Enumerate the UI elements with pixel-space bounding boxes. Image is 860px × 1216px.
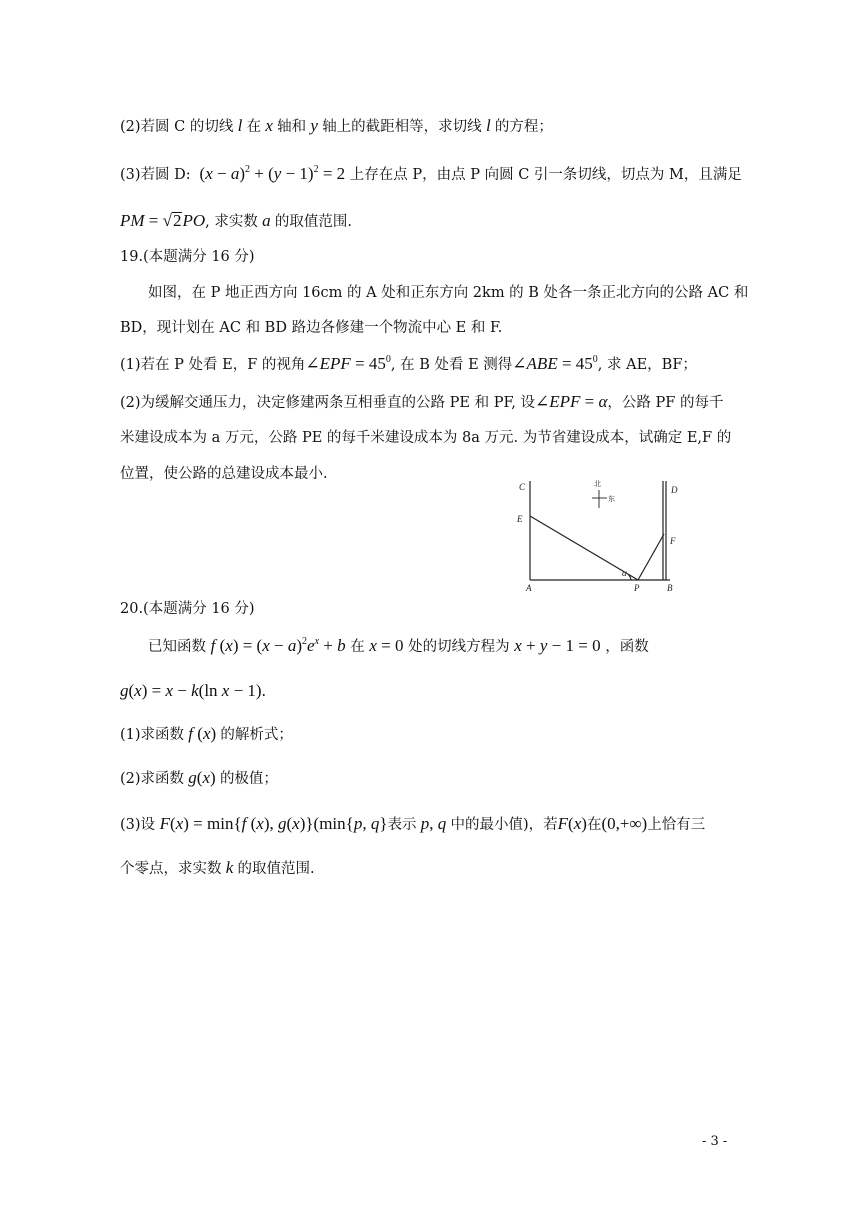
pm-equation: PM = √2PO <box>120 211 206 230</box>
q19-part1: (1)若在 P 处看 E，F 的视角∠EPF = $45^0$, 在 B 处看 E 测得∠ABE = $45^0$, 求 AE，BF； <box>120 354 697 373</box>
segment-pf <box>638 534 664 580</box>
tangent-line-equation: x + y − 1 = 0 <box>514 636 601 655</box>
function-f-definition: f $(x) = (x - a)^2e^x + b$ <box>210 636 346 655</box>
q18-part2: (2)若圆 C 的切线 l 在 x 轴和 y 轴上的截距相等，求切线 l 的方程； <box>120 116 553 135</box>
angle-epf: ∠EPF = $45^0$ <box>305 354 391 373</box>
q19-part2-line2: 米建设成本为 a 万元，公路 PE 的每千米建设成本为 8a 万元. 为节省建设成本，试确定 E,F 的 <box>120 430 732 446</box>
page-number: - 3 - <box>702 1134 728 1149</box>
q20-part3-cont: 个零点，求实数 k 的取值范围. <box>120 858 315 877</box>
label-e: E <box>517 514 523 524</box>
q19-intro-line2: BD，现计划在 AC 和 BD 路边各修建一个物流中心 E 和 F. <box>120 320 503 336</box>
math-l: l <box>233 116 247 135</box>
x-equals-zero: x = 0 <box>369 636 404 655</box>
math-y: y <box>306 116 323 135</box>
math-x: x <box>261 116 278 135</box>
math-pq: p, q <box>416 814 451 833</box>
label-a: A <box>526 583 532 593</box>
q19-part2-line3: 位置，使公路的总建设成本最小. <box>120 466 328 482</box>
q19-header: 19.(本题满分 16 分) <box>120 249 255 265</box>
q20-header: 20.(本题满分 16 分) <box>120 601 255 617</box>
q18-part3-cont: PM = √2PO, 求实数 a 的取值范围. <box>120 211 352 230</box>
math-l: l <box>481 116 495 135</box>
math-Fx: F(x) <box>557 814 587 833</box>
q20-part2: (2)求函数 g(x) 的极值； <box>120 768 278 787</box>
label-f: F <box>670 536 676 546</box>
road-diagram-figure <box>510 476 700 596</box>
q20-part1: (1)求函数 f (x) 的解析式； <box>120 724 293 743</box>
function-g-definition: g(x) = x − k(ln x − 1). <box>120 681 266 700</box>
label-east: 东 <box>608 495 615 503</box>
math-fx: f (x) <box>184 724 217 743</box>
q19-intro-line1: 如图，在 P 地正西方向 16cm 的 A 处和正东方向 2km 的 B 处各一条正北方向的公路 AC 和 <box>148 285 749 301</box>
q20-part3: (3)设 F(x) = min{f (x), g(x)}(min{p, q}表示 p, q 中的最小值)，若F(x)在(0,+∞)上恰有三 <box>120 814 706 833</box>
function-F-definition: F(x) = min{f (x), g(x)}(min{p, q} <box>159 814 388 833</box>
interval-zero-infinity: (0,+∞) <box>601 814 648 833</box>
q20-g-definition <box>120 681 266 702</box>
label-north: 北 <box>594 480 601 488</box>
label-b: B <box>667 583 673 593</box>
label-p: P <box>634 583 640 593</box>
math-a: a <box>257 211 275 230</box>
q18-part3: (3)若圆 D: $(x - a)^2 + (y - 1)^2 = 2$ 上存在点 P，由点 P 向圆 C 引一条切线，切点为 M，且满足 <box>120 164 742 183</box>
math-k: k <box>221 858 238 877</box>
angle-abe: ∠ABE = $45^0$ <box>512 354 598 373</box>
label-alpha: α <box>622 568 627 578</box>
q20-intro: 已知函数 f $(x) = (x - a)^2e^x + b$ 在 x = 0 处的切线方程为 x + y − 1 = 0 ，函数 <box>148 636 649 655</box>
angle-epf-alpha: ∠EPF = α <box>534 392 608 411</box>
q19-part2: (2)为缓解交通压力，决定修建两条互相垂直的公路 PE 和 PF, 设∠EPF = α，公路 PF 的每千 <box>120 392 724 411</box>
circle-d-equation: $(x - a)^2 + (y - 1)^2 = 2$ <box>199 164 346 183</box>
label-c: C <box>519 482 526 492</box>
label-d: D <box>671 485 678 495</box>
math-gx: g(x) <box>184 768 216 787</box>
segment-pe <box>530 516 638 580</box>
